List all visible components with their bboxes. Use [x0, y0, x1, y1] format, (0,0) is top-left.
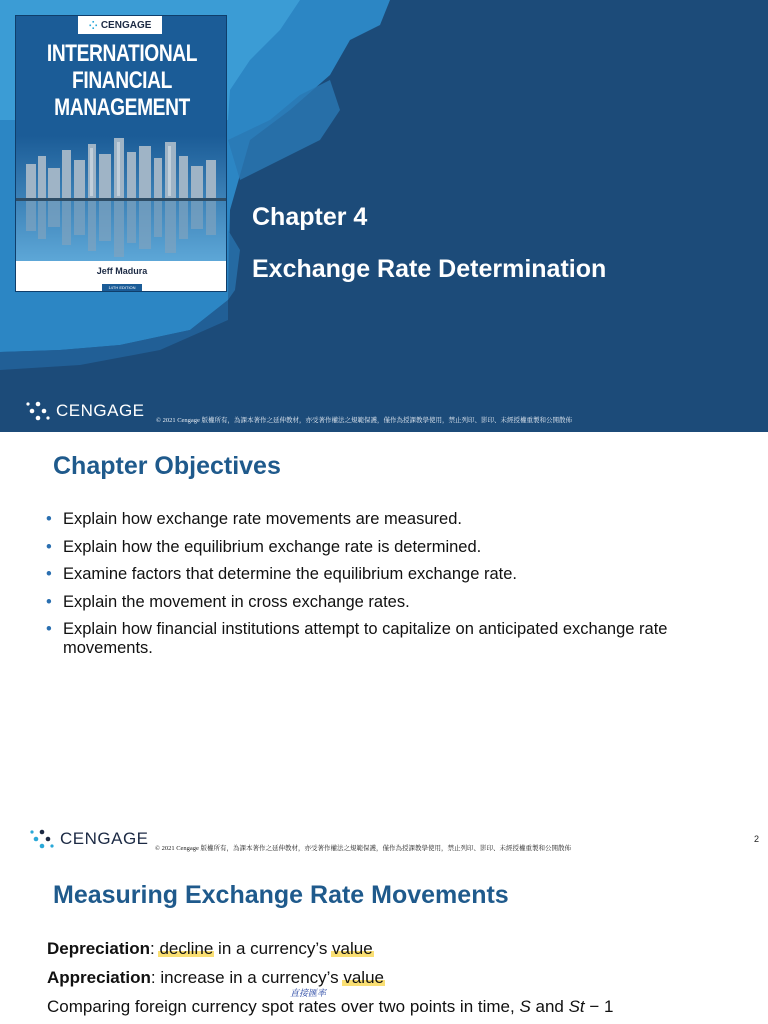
- chapter-number: Chapter 4: [252, 203, 368, 231]
- book-cover: [15, 15, 227, 292]
- text: Comparing foreign currency spot rates over two points in time,: [47, 997, 520, 1016]
- cengage-wordmark: CENGAGE: [56, 401, 145, 420]
- text: : increase in a currency’s: [150, 968, 344, 987]
- cengage-mark-icon: [30, 828, 54, 850]
- term: Appreciation: [47, 968, 151, 987]
- book-author: Jeff Madura: [96, 266, 148, 276]
- objectives-slide: [0, 432, 768, 864]
- book-title: [37, 40, 207, 121]
- list-item-text: Explain how financial institutions attempt to capitalize on anticipated exchange rate movements.: [63, 620, 668, 657]
- list-item: [46, 538, 746, 557]
- title-slide: [0, 0, 768, 432]
- depreciation-definition: [47, 939, 373, 959]
- cengage-wordmark: CENGAGE: [60, 829, 149, 848]
- slide-title: Measuring Exchange Rate Movements: [53, 881, 509, 909]
- highlighted-text: value: [343, 968, 384, 987]
- text: :: [149, 939, 160, 958]
- list-item-text: Explain how exchange rate movements are measured.: [63, 510, 462, 528]
- book-title-line: MANAGEMENT: [54, 94, 190, 121]
- list-item: [46, 620, 746, 658]
- book-author-band: [16, 261, 227, 291]
- book-title-line: FINANCIAL: [72, 67, 172, 94]
- book-title-line: INTERNATIONAL: [46, 40, 198, 67]
- bullet-icon: •: [46, 510, 52, 528]
- cengage-logo: [26, 400, 145, 422]
- text: − 1: [584, 997, 614, 1016]
- city-skyline-image: [16, 136, 227, 263]
- list-item: [46, 565, 746, 584]
- book-edition: 14TH EDITION: [102, 284, 141, 291]
- bullet-icon: •: [46, 620, 52, 638]
- slide-footer: [26, 400, 573, 424]
- list-item-text: Explain how the equilibrium exchange rate is determined.: [63, 537, 482, 556]
- measuring-slide: [0, 864, 768, 1024]
- copyright-notice: © 2021 Cengage 版權所有，為課本著作之延伸教材，亦受著作權法之規範保護，僅作為授課教學使用，禁止列印、影印、未經授權重製和公開散佈: [156, 417, 573, 424]
- comparing-text: [47, 997, 614, 1017]
- slide-footer: [30, 828, 768, 850]
- page-number: 2: [754, 834, 760, 844]
- bullet-icon: •: [46, 592, 52, 611]
- book-brand: [78, 16, 162, 34]
- symbol-st: St: [568, 997, 585, 1016]
- text: and: [530, 997, 569, 1016]
- highlighted-text: value: [332, 939, 373, 958]
- term: Depreciation: [47, 939, 150, 958]
- slide-title: Chapter Objectives: [53, 452, 281, 480]
- handwritten-annotation: 直接匯率: [290, 989, 327, 999]
- symbol-s: S: [519, 997, 531, 1016]
- highlighted-text: decline: [159, 939, 214, 958]
- text: in a currency’s: [213, 939, 333, 958]
- cengage-mark-icon: [26, 400, 50, 422]
- list-item: [46, 593, 746, 612]
- chapter-title: Exchange Rate Determination: [252, 255, 607, 283]
- cengage-mark-icon: ⁘: [88, 19, 98, 32]
- list-item-text: Explain the movement in cross exchange rates.: [63, 592, 410, 611]
- objectives-list: [46, 510, 746, 667]
- bullet-icon: •: [46, 565, 52, 583]
- bullet-icon: •: [46, 537, 52, 556]
- copyright-notice: © 2021 Cengage 版權所有，為課本著作之延伸教材，亦受著作權法之規範保護，僅作為授課教學使用，禁止列印、影印、未經授權重製和公開散佈: [155, 845, 572, 852]
- book-brand-label: CENGAGE: [100, 19, 152, 31]
- list-item-text: Examine factors that determine the equilibrium exchange rate.: [63, 565, 517, 583]
- appreciation-definition: [47, 968, 384, 988]
- list-item: [46, 510, 746, 529]
